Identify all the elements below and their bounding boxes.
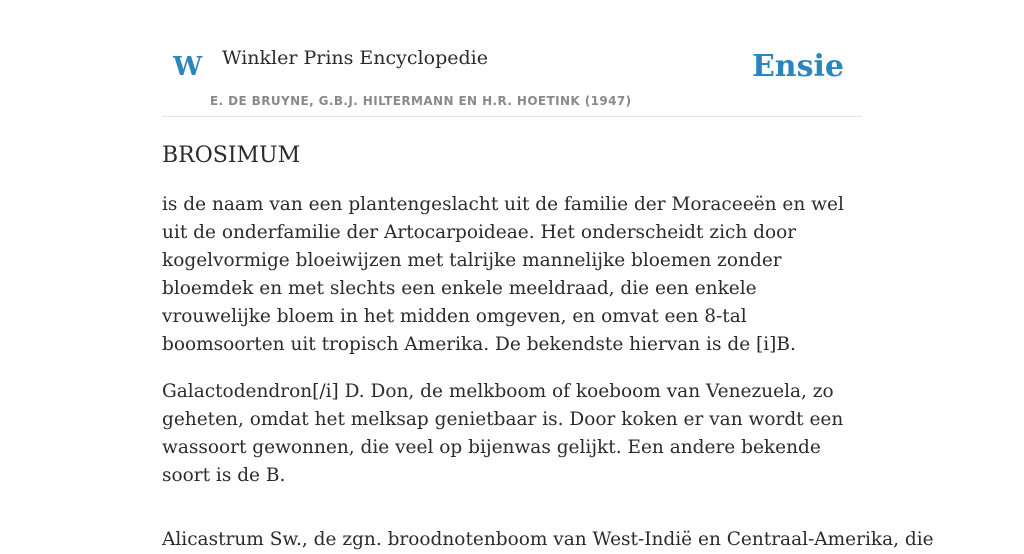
article-body: [162, 191, 934, 554]
paragraph: is de naam van een plantengeslacht uit de familie der Moraceeën en wel uit de onderfamilie der Artocarpoideae. Het onderscheidt zich door kogelvormige bloeiwijzen met talrijke mannelijke bloemen zonder bloemdek en met slechts een enkele meeldraad, die een enkele vrouwelijke bloem in het midden omgeven, en omvat een 8-tal boomsoorten uit tropisch Amerika. De bekendste hiervan is de [i]B.: [162, 194, 844, 356]
book-authors: E. DE BRUYNE, G.B.J. HILTERMANN EN H.R. HOETINK (1947): [210, 94, 632, 108]
book-title[interactable]: Winkler Prins Encyclopedie: [222, 47, 488, 69]
paragraph: Alicastrum Sw., de zgn. broodnotenboom van West-Indië en Centraal-Amerika, die: [162, 529, 934, 551]
header: [162, 0, 862, 117]
page: [162, 0, 934, 551]
winkler-prins-logo[interactable]: W: [173, 52, 203, 82]
paragraph: Galactodendron[/i] D. Don, de melkboom of koeboom van Venezuela, zo geheten, omdat het melksap genietbaar is. Door koken er van wordt een wassoort gewonnen, die veel op bijenwas gelijkt. Een andere bekende soort is de B.: [162, 381, 844, 487]
entry-title: BROSIMUM: [162, 143, 301, 168]
ensie-logo[interactable]: Ensie: [751, 49, 844, 84]
